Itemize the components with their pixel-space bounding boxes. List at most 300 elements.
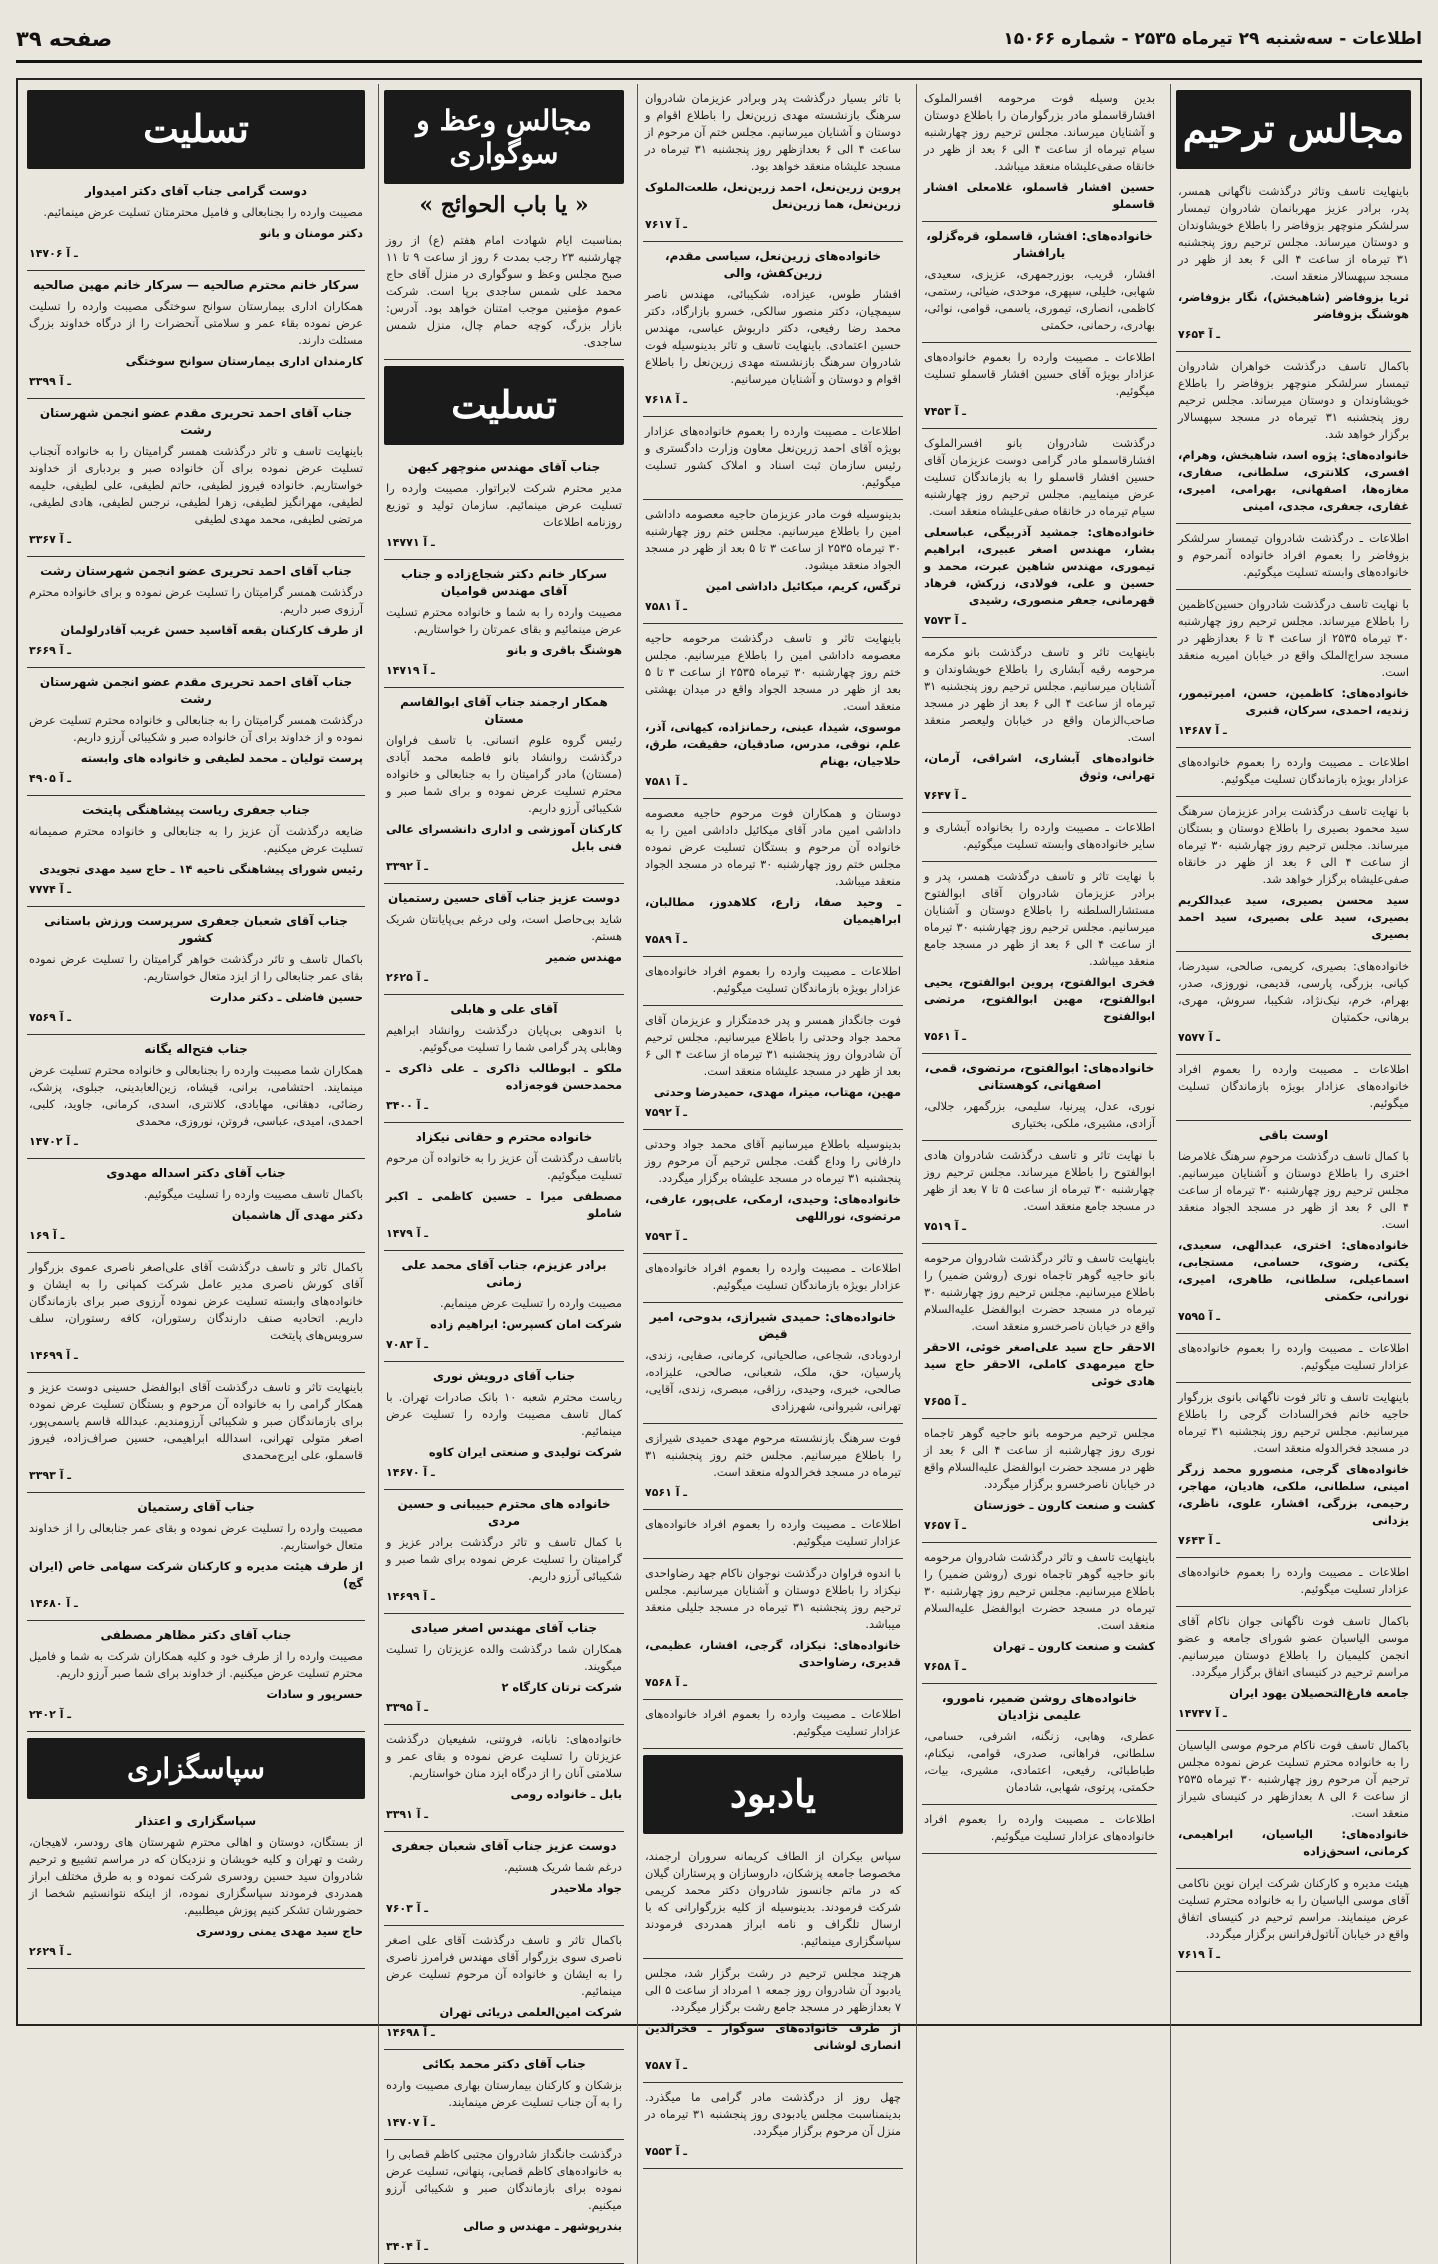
notice xyxy=(27,271,365,399)
notice-signature: کارکنان آموزشی و اداری دانشسرای عالی فنی بابل xyxy=(386,822,622,853)
notice-signature: رئیس شورای پیشاهنگی ناحیه ۱۴ ـ حاج سید مهدی تجویدی xyxy=(39,862,363,876)
notice-code: ۱۴۶۹۹ ـ آ xyxy=(29,1349,78,1362)
notice-signature: دکتر مهدی آل هاشمیان xyxy=(231,1208,363,1222)
notice-code: ۱۴۷۹ ـ آ xyxy=(386,1227,429,1240)
notice-code: ۳۳۹۹ ـ آ xyxy=(29,375,72,388)
notice-body: مصیبت وارده را به شما و خانواده محترم تسلیت عرض مینمائیم و بقای عمرتان را خواستاریم. xyxy=(386,605,622,636)
notice-body: باکمال تاسف و تاثر درگذشت خواهر گرامیتان را تسلیت عرض نموده بقای عمر جنابعالی را از ایزد متعال خواستاریم. xyxy=(29,952,363,983)
notice-body: اطلاعات ـ مصیبت وارده را بعموم افراد خانواده‌های عزادار تسلیت میگوئیم. xyxy=(645,1517,901,1548)
notice xyxy=(27,1253,365,1373)
notice-title: آقای علی و هابلی xyxy=(450,1002,558,1016)
notice xyxy=(1176,177,1411,352)
notice-body: عطری، وهابی، زنگنه، اشرفی، حسامی، سلطانی، فراهانی، صدری، قوامی، نیکنام، طباطبائی، رفیعی، اعتمادی، مشیری، بیات، حکمتی، پرتوی، شهابی، شادمان xyxy=(924,1729,1155,1794)
notice xyxy=(27,1493,365,1621)
notice-body: باکمال تاثر و تاسف درگذشت آقای علی اصغر ناصری سوی بزرگوار آقای مهندس فرامرز ناصری را به ایشان و خانواده آن مرحوم تسلیت عرض مینمائیم. xyxy=(386,1933,622,1998)
notice-code: ۷۶۴۷ ـ آ xyxy=(924,789,967,802)
notice xyxy=(27,907,365,1035)
notice-title: خانواده های محترم حبیبانی و حسین مردی xyxy=(397,1497,611,1528)
notice-body: باکمال تاسف فوت ناکام مرحوم موسی الیاسیان را به خانواده محترم تسلیت عرض نموده مجلس ترحیم آن مرحوم روز چهارشنبه ۳۰ تیرماه ۲۵۳۵ از ساعت ۶ الی ۸ بعدازظهر در کنیسای شیراز منعقد است. xyxy=(1178,1738,1410,1820)
notice-code: ۷۶۰۳ ـ آ xyxy=(386,1902,429,1915)
notice xyxy=(643,1130,903,1254)
notice xyxy=(1176,1121,1411,1334)
notice xyxy=(922,429,1157,638)
notice xyxy=(643,242,903,417)
notice-code: ۷۵۵۳ ـ آ xyxy=(645,2145,688,2158)
notice-signature: ثریا بزوفاضر (شاهبخش)، نگار بزوفاضر، هوشنگ بزوفاضر xyxy=(1178,290,1409,321)
notice-body: باکمال تاسف درگذشت خواهران شادروان تیمسار سرلشکر منوچهر بزوفاضر را باطلاع خویشاوندان و دوستان میرساند. مجلس ترحیم روز پنجشنبه ۳۱ تیرماه در مسجد سپهسالار برگزار خواهد شد. xyxy=(1178,359,1409,441)
notice-body: با نهایت تاثر و تاسف درگذشت همسر، پدر و برادر عزیزمان شادروان آقای ابوالفتوح مستشارالسلطنه را باطلاع دوستان و آشنایان میرسانیم. مجلس ترحیم روز چهارشنبه ۳۰ تیرماه از ساعت ۴ الی ۶ بعد از ظهر در مسجد جامع منعقد میباشد. xyxy=(924,869,1156,968)
notice xyxy=(384,2140,624,2264)
notice-code: ۷۵۶۱ ـ آ xyxy=(645,1486,688,1499)
notice-code: ۱۴۷۷۱ ـ آ xyxy=(386,536,435,549)
notice-signature: پروین زرین‌نعل، احمد زرین‌نعل، طلعت‌الملوک زرین‌نعل، هما زرین‌نعل xyxy=(645,180,901,211)
notice xyxy=(384,1926,624,2050)
notice-body: مجلس ترحیم مرحومه بانو حاجیه گوهر تاجماه نوری روز چهارشنبه از ساعت ۴ الی ۶ بعد از ظهر در مسجد حضرت ابوالفضل علیه‌السلام واقع در خیابان ناصرخسرو برگزار میگردد. xyxy=(924,1426,1155,1491)
notice-signature: شرکت تولیدی و صنعتی ایران کاوه xyxy=(428,1445,622,1459)
notice xyxy=(384,1832,624,1926)
notice-body: بدین وسیله فوت مرحومه افسرالملوک افشارقاسملو مادر بزرگوارمان را باطلاع دوستان و آشنایان میرساند. مجلس ترحیم روز چهارشنبه سیام تیرماه از ساعت ۴ الی ۶ بعد از ظهر در خانقاه صفی‌علیشاه منعقد میباشد. xyxy=(924,91,1155,173)
notice xyxy=(922,1805,1157,1854)
notice xyxy=(643,417,903,500)
notice xyxy=(27,668,365,796)
notice-body: بدینوسیله فوت مادر عزیزمان حاجیه معصومه داداشی امین را باطلاع میرسانیم. مجلس ختم روز چهارشنبه ۳۰ تیرماه ۲۵۳۵ از ساعت ۳ تا ۵ بعد از ظهر در مسجد الجواد منعقد میشود. xyxy=(645,507,901,572)
notice-title: برادر عزیزم، جناب آقای محمد علی زمانی xyxy=(401,1258,607,1289)
notice-signature: مصطفی میرا ـ حسین کاظمی ـ اکبر شاملو xyxy=(386,1189,622,1220)
notice-title: جناب آقای دکتر محمد بکائی xyxy=(422,2057,586,2071)
notice xyxy=(27,557,365,668)
notice-signature: شرکت امان کسپرس: ابراهیم زاده xyxy=(430,1317,622,1331)
notice-body: درگذشت همسر گرامیتان را تسلیت عرض نموده و برای خانواده محترم آرزوی صبر داریم. xyxy=(29,585,363,616)
notice xyxy=(27,796,365,907)
notice-title: جناب آقای رستمیان xyxy=(137,1500,255,1514)
notice xyxy=(1176,1383,1411,1558)
notice-code: ۷۵۹۲ ـ آ xyxy=(645,1106,688,1119)
notice xyxy=(1176,1334,1411,1383)
notice xyxy=(384,688,624,884)
notice-code: ۷۵۸۹ ـ آ xyxy=(645,933,688,946)
notice-signature: خانواده‌های آبشاری، اشراقی، آرمان، تهرانی، وثوق xyxy=(924,751,1155,782)
notice xyxy=(922,1543,1157,1684)
notice-code: ۷۶۱۸ ـ آ xyxy=(645,393,688,406)
columns-frame xyxy=(16,78,1422,2253)
sermon-notice xyxy=(384,226,624,360)
notice xyxy=(1176,748,1411,797)
notice-signature: از طرف هیئت مدیره و کارکنان شرکت سهامی خاص (ایران گچ) xyxy=(29,1559,363,1590)
notice-code: ۷۰۸۳ ـ آ xyxy=(386,1338,429,1351)
notice-code: ۱۴۶۹۹ ـ آ xyxy=(386,1590,435,1603)
notice-body: باینهایت تاثر و تاسف درگذشت مرحومه حاجیه معصومه داداشی امین را باطلاع میرسانیم. مجلس ختم روز چهارشنبه ۳۰ تیرماه ۲۵۳۵ از ساعت ۳ تا ۵ بعد از ظهر در مسجد الجواد واقع در میدان بهشتی منعقد است. xyxy=(645,631,901,713)
notice-code: ۳۶۶۹ ـ آ xyxy=(29,644,72,657)
notice-code: ۷۵۶۸ ـ آ xyxy=(645,1676,688,1689)
notice-body: بزشکان و کارکنان بیمارستان بهاری مصیبت وارده را به آن جناب تسلیت عرض مینمایند. xyxy=(386,2078,622,2109)
notice-body: باتاسف درگذشت آن عزیز را به خانواده آن مرحوم تسلیت میگوئیم. xyxy=(386,1151,622,1182)
notice-code: ۷۵۶۱ ـ آ xyxy=(924,1030,967,1043)
notice-signature: الاحقر حاج سید علی‌اصغر خوئی، الاحقر حاج میرمهدی کاملی، الاحقر حاج سید هادی خوئی xyxy=(924,1340,1155,1388)
notice xyxy=(643,1559,903,1700)
notice xyxy=(643,799,903,957)
notice-body: باینهایت تاسف وتاثر درگذشت ناگهانی همسر، پدر، برادر عزیز مهربانمان شادروان تیمسار سرلشکر منوچهر بزوفاضر را باطلاع خویشاوندان و دوستان میرساند. مجلس ترحیم روز پنجشنبه ۳۱ تیرماه از ساعت ۴ الی ۶ بعد از ظهر در مسجد سپهسالار منعقد است. xyxy=(1178,184,1410,283)
notice-body: باکمال تاسف مصیبت وارده را تسلیت میگوئیم. xyxy=(143,1187,363,1201)
notice-signature: جامعه فارغ‌التحصیلان یهود ایران xyxy=(1229,1686,1409,1700)
notice-body: اطلاعات ـ مصیبت وارده را بعموم افراد خانواده‌های عزادار بویژه بازماندگان تسلیت میگوئیم. xyxy=(645,1261,901,1292)
notice-signature: کارمندان اداری بیمارستان سوانح سوختگی xyxy=(125,354,363,368)
notice-body: باکمال تاسف فوت ناگهانی جوان ناکام آقای موسی الیاسیان عضو شورای جامعه و عضو انجمن کلیمیان را باطلاع دوستان میرسانیم. مراسم ترحیم در کنیسای اتفاق برگزار میگردد. xyxy=(1178,1614,1409,1679)
sermon-quote: « یا باب الحوائج » xyxy=(419,192,589,218)
notice-body: همکاران شما درگذشت والده عزیزتان را تسلیت میگویند. xyxy=(386,1642,622,1673)
notice-code: ۱۴۶۸۰ ـ آ xyxy=(29,1597,78,1610)
notice-code: ۷۵۱۹ ـ آ xyxy=(924,1220,967,1233)
notice-body: اطلاعات ـ مصیبت وارده را بعموم افراد خانواده‌های عزادار تسلیت میگوئیم. xyxy=(645,1707,901,1738)
notice-code: ۷۴۵۳ ـ آ xyxy=(924,405,967,418)
notice-body: درگذشت جانگداز شادروان مجتبی کاظم قصابی را به خانواده‌های کاظم قصابی، پنهانی، تسلیت عرض نموده برای بازماندگان صبر و شکیبائی آرزو میکنیم. xyxy=(386,2147,622,2212)
notice-code: ۳۳۹۳ ـ آ xyxy=(29,1469,72,1482)
notice-code: ۷۶۴۳ ـ آ xyxy=(1178,1534,1221,1547)
notice xyxy=(922,862,1157,1054)
notice-code: ۳۴۰۴ ـ آ xyxy=(386,2240,429,2253)
notice xyxy=(643,1842,903,1959)
notice xyxy=(643,957,903,1006)
notice xyxy=(643,1700,903,1749)
notice-body: هیئت مدیره و کارکنان شرکت ایران نوین ناکامی آقای موسی الیاسیان را به خانواده محترم تسلیت عرض مینمایند. مراسم ترحیم در کنیسای اتفاق واقع در خیابان آناتول‌فرانس برگزار میگردد. xyxy=(1178,1876,1409,1941)
notice-code: ۲۴۰۲ ـ آ xyxy=(29,1708,72,1721)
notice-body: اطلاعات ـ مصیبت وارده را بعموم خانواده‌های عزادار تسلیت میگوئیم. xyxy=(1178,1341,1409,1372)
section-heading-thanks: سپاسگزاری xyxy=(27,1738,365,1799)
notice-body: با نهایت تاسف درگذشت برادر عزیزمان سرهنگ سید محمود بصیری را باطلاع دوستان و بستگان میرساند. مجلس ترحیم روز چهارشنبه ۳۰ تیرماه از ساعت ۴ الی ۶ بعد از ظهر در خانقاه صفی‌علیشاه برگزار خواهد شد. xyxy=(1178,804,1409,886)
notice-title: جناب آقای مهندس منوچهر کیهن xyxy=(407,460,601,474)
notice-code: ۳۳۹۱ ـ آ xyxy=(386,1808,429,1821)
column-left xyxy=(22,84,370,2264)
notice-signature: شرکت ترتان کارگاه ۲ xyxy=(501,1680,622,1694)
notice-body: اطلاعات ـ درگذشت شادروان تیمسار سرلشکر بزوفاضر را بعموم افراد خانواده آنمرحوم و خانواده‌های وابسته تسلیت میگوئیم. xyxy=(1178,531,1409,579)
notice-signature: مهندس ضمیر xyxy=(546,950,622,964)
notice-body: درگذشت شادروان بانو افسرالملوک افشارقاسملو مادر گرامی دوست عزیزمان آقای حسین افشار قاسملو را به بازماندگان تسلیت عرض مینماییم. مجلس ترحیم روز چهارشنبه سیام تیرماه در خانقاه صفی‌علیشاه منعقد است. xyxy=(924,436,1155,518)
notice-code: ۷۷۷۴ ـ آ xyxy=(29,883,72,896)
notice-title: خانواده‌های زرین‌نعل، سیاسی مقدم، زرین‌کفش، والی xyxy=(664,249,882,280)
notice-body: شاید بی‌حاصل است، ولی درغم بی‌پایانتان شریک هستم. xyxy=(386,912,622,943)
notice-body: سپاس بیکران از الطاف کریمانه سروران ارجمند، مخصوصا جامعه پزشکان، داروسازان و پرستاران گیلان که در ماتم جانسوز شادروان دکتر محمد کریمی شرکت فرمودند. بدینوسیله از کلیه بزرگوارانی که با ارسال تلگراف و نامه ابراز همدردی فرمودند سپاسگزاری مینمائیم. xyxy=(645,1849,901,1948)
notice xyxy=(922,1419,1157,1543)
notice xyxy=(643,1254,903,1303)
notice-code: ۷۵۹۳ ـ آ xyxy=(645,1230,688,1243)
notice-code: ۳۳۹۵ ـ آ xyxy=(386,1701,429,1714)
notice-body: اطلاعات ـ مصیبت وارده را بعموم خانواده‌های عزادار بویژه آقای حسین افشار قاسملو تسلیت میگوئیم. xyxy=(924,350,1155,398)
notice-title: جناب آقای دکتر اسداله مهدوی xyxy=(106,1166,286,1180)
notice-body: اطلاعات ـ مصیبت وارده را بعموم افراد خانواده‌های عزادار بویژه بازماندگان تسلیت میگوئیم. xyxy=(645,964,901,995)
notice-body: درگذشت همسر گرامیتان را به جنابعالی و خانواده محترم تسلیت عرض نموده و از خداوند برای آن خانواده صبر و شکیبائی آرزو داریم. xyxy=(29,713,363,744)
notice xyxy=(384,560,624,688)
section-heading-condolence-2: تسلیت xyxy=(384,366,624,445)
page-number: صفحه ۳۹ xyxy=(16,27,113,51)
notice-title: خانواده‌های: حمیدی شیرازی، بدوحی، امیر قیض xyxy=(649,1310,897,1341)
notice-body: نوری، عدل، پیرنیا، سلیمی، بزرگمهر، جلالی، آزادی، مشیری، ملکی، بختیاری xyxy=(924,1099,1155,1130)
notice xyxy=(27,1035,365,1159)
notice-title: سرکار خانم دکتر شجاع‌زاده و جناب آقای مهندس قوامیان xyxy=(400,567,608,598)
notice-title: جناب جعفری ریاست پیشاهنگی پایتخت xyxy=(82,803,310,817)
notice-signature: حاج سید مهدی یمنی رودسری xyxy=(196,1924,363,1938)
notice-code: ۳۳۹۲ ـ آ xyxy=(386,860,429,873)
notice-code: ۱۴۶۷۰ ـ آ xyxy=(386,1466,435,1479)
notice-signature: فخری ابوالفتوح، پروین ابوالفتوح، یحیی ابوالفتوح، مهین ابوالفتوح، مرتضی ابوالفتوح xyxy=(924,975,1155,1023)
notice-signature: خانواده‌های: وحیدی، ارمکی، علی‌پور، عارفی، مرتضوی، نوراللهی xyxy=(645,1192,901,1223)
notice-body: ریاست محترم شعبه ۱۰ بانک صادرات تهران. با کمال تاسف مصیبت وارده را تسلیت عرض مینمائیم. xyxy=(386,1390,623,1438)
notice-signature: حسرپور و سادات xyxy=(266,1687,363,1701)
notice-body: دوستان و همکاران فوت مرحوم حاجیه معصومه داداشی امین مادر آقای میکائیل داداشی امین را به خانواده آن مرحوم و بستگان تسلیت عرض نموده مجلس ختم روز چهارشنبه ۳۰ تیرماه در مسجد الجواد منعقد میباشد. xyxy=(645,806,901,888)
notice-code: ۷۶۵۴ ـ آ xyxy=(1178,328,1221,341)
notice-signature: هوشنگ باقری و بانو xyxy=(506,643,622,657)
notice-body: باینهایت تاثر و تاسف درگذشت آقای ابوالفضل حسینی دوست عزیز و همکار گرامی را به خانواده آن مرحوم و بستگان تسلیت عرض نموده برای بازماندگان صبر و شکیبائی آرزومندیم. عبدالله قاسم یاسمی‌پور، اصغر متولی تهرانی، اسدالله ابراهیمی، حسین صراف‌زاده، فیروز قاسملو، علی ایرج‌محمدی xyxy=(29,1380,363,1462)
notice-code: ۷۵۶۹ ـ آ xyxy=(29,1011,72,1024)
notice-body: هرچند مجلس ترحیم در رشت برگزار شد، مجلس یادبود آن شادروان روز جمعه ۱ امرداد از ساعت ۵ الی ۷ بعدازظهر در مسجد جامع رشت برگزار میگردد. xyxy=(645,1966,901,2014)
section-heading-tarhim: مجالس ترحیم xyxy=(1176,90,1411,169)
notice-body: باینهایت تاسف و تاثر فوت ناگهانی بانوی بزرگوار حاجیه خانم فخرالسادات گرجی را باطلاع میرسانیم. مجلس ترحیم روز پنجشنبه ۳۱ تیرماه در مسجد فخرالدوله منعقد است. xyxy=(1178,1390,1409,1455)
notice-body: با تاثر بسیار درگذشت پدر وبرادر عزیزمان شادروان سرهنگ بازنشسته مهدی زرین‌نعل را باطلاع اقوام و دوستان و آشنایان میرسانیم. مجلس ختم آن مرحوم از ساعت ۴ الی ۶ بعدازظهر روز پنجشنبه ۳۱ تیرماه در مسجد علیشاه منعقد خواهد بود. xyxy=(645,91,901,173)
notice-code: ۷۵۸۱ ـ آ xyxy=(645,600,688,613)
notice-body: با اندوهی بی‌پایان درگذشت روانشاد ابراهیم وهابلی پدر گرامی شما را تسلیت می‌گوئیم. xyxy=(386,1023,622,1054)
notice-body: با نهایت تاسف درگذشت شادروان حسین‌کاظمین را باطلاع میرساند. مجلس ترحیم روز چهارشنبه ۳۰ تیرماه ۲۵۳۵ از ساعت ۴ تا ۶ بعدازظهر در مسجد سراج‌الملک واقع در خیابان امیریه منعقد است. xyxy=(1178,597,1409,679)
notice-body: درغم شما شریک هستیم. xyxy=(503,1860,622,1874)
section-heading-memorial: یادبود xyxy=(643,1755,903,1834)
notice xyxy=(922,222,1157,343)
notice-code: ۲۶۲۵ ـ آ xyxy=(386,971,429,984)
notice-signature: بندرپوشهر ـ مهندس و صالی xyxy=(463,2219,622,2233)
notice-body: باینهایت تاثر و تاسف درگذشت بانو مکرمه مرحومه رقیه آبشاری را باطلاع خویشاوندان و آشنایان میرسانیم. مجلس ترحیم روز پنجشنبه ۳۱ تیرماه از ساعت ۴ الی ۶ بعد از ظهر در مسجد صاحب‌الزمان واقع در خیابان ولیعصر منعقد است. xyxy=(924,645,1155,744)
notice-signature: جواد ملاحیدر xyxy=(551,1881,622,1895)
notice xyxy=(27,1621,365,1732)
column-4 xyxy=(916,84,1162,2264)
notice xyxy=(922,638,1157,813)
notice-title: خانواده محترم و حقانی نیکزاد xyxy=(415,1130,593,1144)
notice-title: همکار ارجمند جناب آقای ابوالقاسم مستان xyxy=(400,695,608,726)
notice-code: ۱۴۷۰۷ ـ آ xyxy=(386,2116,435,2129)
notice-code: ۴۹۰۵ ـ آ xyxy=(29,772,72,785)
notice xyxy=(922,1684,1157,1805)
notice xyxy=(384,1251,624,1362)
notice-body: رئیس گروه علوم انسانی. با تاسف فراوان درگذشت روانشاد بانو فاطمه محمد آبادی (مستان) مادر گرامیتان را به جنابعالی و خانواده محترم تسلیت عرض نموده و برای شما صبر و شکیبائی آرزو داریم. xyxy=(386,733,622,815)
notice xyxy=(922,84,1157,222)
notice-title: جناب آقای احمد تحریری مقدم عضو انجمن شهرستان رشت xyxy=(39,406,353,437)
notice xyxy=(643,1424,903,1510)
notice-body: فوت سرهنگ بازنشسته مرحوم مهدی حمیدی شیرازی را باطلاع میرسانیم. مجلس ختم روز پنجشنبه ۳۱ تیرماه در مسجد فخرالدوله منعقد است. xyxy=(645,1431,901,1479)
notice-signature: خانواده‌های: اختری، عبدالهی، سعیدی، یکتی، رضوی، حسامی، مستجابی، اسماعیلی، سلطانی، طاهری، امیری، نورانی، حکمتی xyxy=(1178,1238,1409,1303)
notice-title: دوست گرامی جناب آقای دکتر امیدوار xyxy=(84,184,308,198)
notice-title: خانواده‌های: ابوالفتوح، مرتضوی، قمی، اصفهانی، کوهستانی xyxy=(924,1061,1155,1092)
notice-body: با کمال تاسف و تاثر درگذشت برادر عزیز و گرامیتان را تسلیت عرض نموده برای شما صبر و شکیبائی آرزو داریم. xyxy=(386,1535,622,1583)
notice-code: ۳۴۰۰ ـ آ xyxy=(386,1099,429,1112)
notice-body: مصیبت وارده را از طرف خود و کلیه همکاران شرکت به شما و فامیل محترم تسلیت عرض میکنیم. از خداوند برای شما صبر آرزو داریم. xyxy=(29,1649,363,1680)
notice-signature: از طرف خانواده‌های سوگوار ـ فخرالدین انصاری لوشانی xyxy=(645,2021,901,2052)
notice-body: با اندوه فراوان درگذشت نوجوان ناکام جهد رضاواحدی نیکزاد را باطلاع دوستان و آشنایان میرسانیم. مجلس ترحیم روز پنجشنبه ۳۱ تیرماه در مسجد جلیلی منعقد میباشد. xyxy=(645,1566,902,1631)
notice xyxy=(922,1244,1157,1419)
notice-signature: حسین فاضلی ـ دکتر مدارت xyxy=(209,990,363,1004)
notice-body: مصیبت وارده را بجنابعالی و فامیل محترمتان تسلیت عرض مینمائیم. xyxy=(43,205,363,219)
notice xyxy=(384,1614,624,1725)
notice-body: بدینوسیله باطلاع میرسانیم آقای محمد جواد وحدتی دارفانی را وداع گفت. مجلس ترحیم آن مرحوم روز پنجشنبه ۳۱ تیرماه در مسجد علیشاه برگزار میگردد. xyxy=(645,1137,901,1185)
notice-signature: خانواده‌های گرجی، منصورو محمد زرگر امینی، سلطانی، ملکی، هادیان، مهاجر، رحیمی، بزرگی، افشار، علوی، ناظری، یزدانی xyxy=(1178,1462,1409,1527)
notice-title: جناب آقای احمد تحریری مقدم عضو انجمن شهرستان رشت xyxy=(39,675,353,706)
notice-title: خانواده‌های: افشار، قاسملو، قره‌گزلو، یارافشار xyxy=(926,229,1153,260)
notice-body: مصیبت وارده را تسلیت عرض مینمایم. xyxy=(440,1296,622,1310)
notice xyxy=(922,1054,1157,1141)
notice-title: جناب آقای مهندس اصغر صیادی xyxy=(410,1621,598,1635)
notice-code: ۱۴۶۸۷ ـ آ xyxy=(1178,724,1227,737)
notice xyxy=(1176,1731,1411,1869)
notice-title: سپاسگزاری و اعتذار xyxy=(135,1814,257,1828)
notice xyxy=(384,453,624,560)
column-right xyxy=(1170,84,1416,2264)
notice-body: همکاران اداری بیمارستان سوانح سوختگی مصیبت وارده را تسلیت عرض نموده بقاء عمر و سلامتی آنحضرات را از درگاه خداوند بزرگ مسئلت دارند. xyxy=(29,299,363,347)
notice xyxy=(1176,590,1411,748)
notice-body: اطلاعات ـ مصیبت وارده را بعموم خانواده‌های عزادار بویژه آقای احمد زرین‌نعل معاون وزارت دادگستری و رئیس سازمان ثبت اسناد و املاک کشور تسلیت میگوئیم. xyxy=(645,424,901,489)
notice xyxy=(384,1490,624,1614)
notice xyxy=(643,1303,903,1424)
notice-body: باینهایت تاسف و تاثر درگذشت شادروان مرحومه بانو حاجیه گوهر تاجماه نوری (روشن ضمیر) را باطلاع میرسانیم. مجلس ترحیم روز چهارشنبه ۳۰ تیرماه در مسجد حضرت ابوالفضل علیه‌السلام واقع در خیابان ناصرخسرو منعقد است. xyxy=(924,1251,1155,1333)
notice-title: اوست باقی xyxy=(1258,1128,1329,1142)
notice-title: جناب آقای دکتر مظاهر مصطفی xyxy=(100,1628,292,1642)
notice-body: ضایعه درگذشت آن عزیز را به جنابعالی و خانواده محترم صمیمانه تسلیت عرض میکنیم. xyxy=(29,824,363,855)
notice xyxy=(1176,1607,1411,1731)
notice-code: ۱۴۷۰۲ ـ آ xyxy=(29,1135,78,1148)
notice xyxy=(1176,1869,1411,1972)
notice xyxy=(922,343,1157,429)
notice-signature: ملکو ـ ابوطالب ذاکری ـ علی ذاکری ـ محمدحسن فوجه‌زاده xyxy=(386,1061,622,1092)
notice-body: افشار طوس، عیزاده، شکیبائی، مهندس ناصر سیمچیان، دکتر منصور سالکی، خسرو بازارگاد، دکتر محمد رضا رفیعی، دکتر داریوش عباسی، مهندس حسین اعتمادی. باینهایت تاسف و تاثر بدینوسیله فوت شادروان سرهنگ بازنشسته مهدی زرین‌نعل را باطلاع اقوام و دوستان و آشنایان میرسانیم. xyxy=(645,287,901,386)
notice-title: جناب آقای احمد تحریری عضو انجمن شهرستان رشت xyxy=(40,564,352,578)
notice-signature: خانواده‌های: نیکزاد، گرجی، افشار، عظیمی، قدیری، رضاواحدی xyxy=(645,1638,901,1669)
notice-body: با کمال تاسف درگذشت مرحوم سرهنگ غلامرضا اختری را باطلاع دوستان و آشنایان میرسانیم. مجلس ترحیم روز چهارشنبه ۳۰ تیرماه از ساعت ۴ الی ۶ بعد از ظهر در مسجد الجواد منعقد است. xyxy=(1178,1149,1409,1231)
notice xyxy=(922,813,1157,862)
notice xyxy=(384,995,624,1123)
notice-code: ۷۵۹۵ ـ آ xyxy=(1178,1310,1221,1323)
notice xyxy=(1176,1055,1411,1121)
notice-body: چهل روز از درگذشت مادر گرامی ما میگذرد. بدینمناسبت مجلس یادبودی روز پنجشنبه ۳۱ تیرماه در منزل آن مرحوم برگزار میگردد. xyxy=(645,2090,901,2138)
notice xyxy=(643,500,903,624)
notice-signature: از طرف کارکنان بقعه آقاسید حسن غریب آقادرلولمان xyxy=(60,623,363,637)
notice xyxy=(643,1510,903,1559)
notice-title: دوست عزیز جناب آقای شعبان جعفری xyxy=(391,1839,617,1853)
notice-body: مدیر محترم شرکت لابراتوار. مصیبت وارده را تسلیت عرض مینمائیم. سازمان تولید و توزیع روزنامه اطلاعات xyxy=(386,481,622,529)
notice-title: دوست عزیز جناب آقای حسین رستمیان xyxy=(387,891,621,905)
notice-signature: سید محسن بصیری، سید عبدالکریم بصیری، سید علی بصیری، سید احمد بصیری xyxy=(1178,893,1409,941)
notice-body: خانواده‌های: بصیری، کریمی، صالحی، سیدرضا، کیانی، بزرگی، پارسی، قدیمی، نوروزی، صدر، بهرام، خرم، نیک‌نژاد، شکیبا، سروش، مهری، برهانی، حکمتیان xyxy=(1178,959,1409,1024)
notice-code: ۱۴۷۱۹ ـ آ xyxy=(386,664,435,677)
notice-body: باکمال تاثر و تاسف درگذشت آقای علی‌اصغر ناصری عموی بزرگوار آقای کورش ناصری مدیر عامل شرکت کمپانی را به ایشان و خانواده‌های وابسته تسلیت عرض نموده آرزوی صبر برای بازماندگان داریم. اتحادیه صنف دارندگان رستوران، کافه رستوران، سلف سرویس‌های پایتخت xyxy=(29,1260,363,1342)
notice-signature: کشت و صنعت کارون ـ خوزستان xyxy=(973,1498,1155,1512)
notice xyxy=(1176,524,1411,590)
notice-signature: خانواده‌های: الیاسیان، ابراهیمی، کرمانی، اسحق‌زاده xyxy=(1178,1827,1409,1858)
notice-body: خانواده‌های: نابانه، فروتنی، شفیعیان درگذشت عزیزتان را تسلیت عرض نموده و بقای عمر و سلامتی آنان را از درگاه ایزد منان خواستاریم. xyxy=(386,1732,622,1780)
sermon-body: بمناسبت ایام شهادت امام هفتم (ع) از روز چهارشنبه ۲۳ رجب بمدت ۶ روز از ساعت ۹ تا ۱۱ صبح مجلس وعظ و سوگواری در منزل آقای حاج محمد علی شمس ساجدی برپا است. شرکت عموم مؤمنین موجب امتنان خواهد بود. آدرس: بازار بزرگ، کوچه حمام چال، منزل شمس ساجدی. xyxy=(386,233,622,349)
notice-code: ۳۳۶۷ ـ آ xyxy=(29,533,72,546)
notice-title: سرکار خانم محترم صالحیه — سرکار خانم مهین صالحیه xyxy=(32,278,360,292)
notice-title: جناب آقای شعبان جعفری سرپرست ورزش باستانی کشور xyxy=(44,914,348,945)
notice-signature: کشت و صنعت کارون ـ تهران xyxy=(993,1639,1155,1653)
notice-body: افشار، قریب، بوزرجمهری، عزیزی، سعیدی، شهابی، خلیلی، سپهری، موحدی، ضیائی، رستمی، کاظمی، انصاری، تیموری، یاسمی، قوامی، نوائی، بهادری، رحمانی، حکمتی xyxy=(924,267,1155,332)
notice xyxy=(384,1725,624,1832)
notice xyxy=(27,1373,365,1493)
notice xyxy=(27,177,365,271)
notice xyxy=(643,2083,903,2169)
notice-code: ۷۶۱۷ ـ آ xyxy=(645,218,688,231)
notice-signature: ـ وحید صفا، زارع، کلاهدوز، مطالبان، ابراهیمیان xyxy=(645,895,901,926)
notice-code: ۱۴۶۹۸ ـ آ xyxy=(386,2026,435,2039)
section-heading-condolence: تسلیت xyxy=(27,90,365,169)
notice-body: اطلاعات ـ مصیبت وارده را بخانواده آبشاری و سایر خانواده‌های وابسته تسلیت میگوئیم. xyxy=(924,820,1155,851)
masthead: اطلاعات - سه‌شنبه ۲۹ تیرماه ۲۵۳۵ - شماره ۱۵۰۶۶ xyxy=(1003,29,1422,49)
notice xyxy=(1176,797,1411,952)
notice-body: باینهایت تاسف و تاثر درگذشت شادروان مرحومه بانو حاجیه گوهر تاجماه نوری (روشن ضمیر) را باطلاع میرسانیم. مجلس ترحیم روز چهارشنبه ۳۰ تیرماه در مسجد حضرت ابوالفضل علیه‌السلام منعقد است. xyxy=(924,1550,1155,1632)
notice xyxy=(643,1959,903,2083)
notice-code: ۷۶۵۵ ـ آ xyxy=(924,1395,967,1408)
section-heading-sermons: مجالس وعظ و سوگواری xyxy=(384,90,624,184)
notice-code: ۱۴۷۰۶ ـ آ xyxy=(29,247,78,260)
notice xyxy=(27,399,365,557)
notice-code: ۷۶۱۹ ـ آ xyxy=(1178,1948,1221,1961)
column-3 xyxy=(637,84,908,2264)
notice xyxy=(27,1159,365,1253)
notice-signature: شرکت امین‌العلمی دریائی تهران xyxy=(439,2005,622,2019)
notice xyxy=(384,1362,624,1490)
notice-signature: خانواده‌های: جمشید آذربیگی، عباسعلی بشار، مهندس اصغر عبیری، ابراهیم تیموری، مهندس شاهین عبرت، محمد و حسین و علی، فولادی، زرکش، فرهاد قهرمانی، جعفر منصوری، رشیدی xyxy=(924,525,1155,607)
notice-signature: ترگس، کریم، میکائیل داداشی امین xyxy=(705,579,901,593)
notice-code: ۱۶۹ ـ آ xyxy=(29,1229,65,1242)
notice xyxy=(1176,952,1411,1055)
notice-code: ۷۶۵۷ ـ آ xyxy=(924,1519,967,1532)
notice-code: ۷۵۷۷ ـ آ xyxy=(1178,1031,1221,1044)
notice-signature: پرست تولیان ـ محمد لطیفی و خانواده های وابسته xyxy=(80,751,363,765)
notice-body: باینهایت تاسف و تاثر درگذشت همسر گرامیتان را به خانواده آنجناب تسلیت عرض نموده برای آن خانواده صبر و بردباری از خداوند خواستاریم. خانواده فیروز لطیفی، حاتم لطیفی، علی لطیفی، حلیمه لطیفی، مهرانگیز لطیفی، زهرا لطیفی، نرجس لطیفی، هادی لطیفی، مرتضی لطیفی، محمد مهدی لطیفی xyxy=(29,444,363,526)
notice-signature: بابل ـ خانواده رومی xyxy=(510,1787,622,1801)
notice xyxy=(384,2050,624,2140)
notice-title: خانواده‌های روشن ضمیر، نامورو، علیمی نژادیان xyxy=(941,1691,1138,1722)
notice-body: همکاران شما مصیبت وارده را بجنابعالی و خانواده محترم تسلیت عرض مینمایند. احتشامی، برانی، قیشاه، زین‌العابدینی، جبلوی، پزشک، رضائی، دهقانی، مهابادی، کلانتری، اسدی، کرمانی، جاوید، کلبی، احمدی، امیدی، عباسی، فروتن، نوروزی، محمدی xyxy=(29,1063,363,1128)
notice-title: جناب آقای درویش نوری xyxy=(432,1369,576,1383)
notice-body: اطلاعات ـ مصیبت وارده را بعموم افراد خانواده‌های عزادار تسلیت میگوئیم. xyxy=(924,1812,1155,1843)
column-2 xyxy=(378,84,629,2264)
notice-body: اطلاعات ـ مصیبت وارده را بعموم خانواده‌های عزادار بویژه بازماندگان تسلیت میگوئیم. xyxy=(1178,755,1409,786)
notice-code: ۷۵۷۳ ـ آ xyxy=(924,614,967,627)
notice xyxy=(1176,352,1411,524)
notice-signature: موسوی، شیدا، عینی، رحمانزاده، کیهانی، آذر، علم، نوقی، مدرس، صادقیان، حقیقت، طرق، حلاجیان، بهنام xyxy=(645,720,901,768)
notice-body: با نهایت تاثر و تاسف درگذشت شادروان هادی ابوالفتوح را باطلاع میرساند. مجلس ترحیم روز چهارشنبه ۳۰ تیرماه از ساعت ۵ تا ۷ بعد از ظهر در مسجد جامع منعقد است. xyxy=(924,1148,1155,1213)
notice-code: ۷۶۵۸ ـ آ xyxy=(924,1660,967,1673)
notice-code: ۱۴۷۴۷ ـ آ xyxy=(1178,1707,1227,1720)
notice-body: فوت جانگداز همسر و پدر خدمتگزار و عزیزمان آقای محمد جواد وحدتی را باطلاع میرسانیم. مجلس ترحیم آن شادروان روز پنجشنبه ۳۱ تیرماه از ساعت ۴ الی ۶ بعد از ظهر در مسجد علیشاه منعقد است. xyxy=(645,1013,901,1078)
notice xyxy=(643,1006,903,1130)
thanks-notice xyxy=(27,1807,365,1969)
notice-signature: مهین، مهتاب، میترا، مهدی، حمیدرضا وحدتی xyxy=(653,1085,901,1099)
notice xyxy=(1176,1558,1411,1607)
notice xyxy=(643,624,903,799)
notice-code: ۲۶۲۹ ـ آ xyxy=(29,1945,72,1958)
page-header xyxy=(16,18,1422,63)
notice-signature: خانواده‌های: کاظمین، حسن، امیرتیمور، زندیه، احمدی، سرکان، قنبری xyxy=(1178,686,1409,717)
notice xyxy=(922,1141,1157,1244)
notice xyxy=(384,1123,624,1251)
notice-code: ۷۵۸۷ ـ آ xyxy=(645,2059,688,2072)
notice-body: از بستگان، دوستان و اهالی محترم شهرستان های رودسر، لاهیجان، رشت و تهران و کلیه خویشان و نزدیکان که در مراسم تشییع و ترحیم شادروان سید حسین رودسری شرکت نموده و به طرق مختلف ابراز همدردی فرمودند سپاسگزاری نموده، از اینکه نتوانستیم شخصا از حضورشان تشکر کنیم پوزش میطلبیم. xyxy=(29,1835,363,1917)
notice-body: مصیبت وارده را تسلیت عرض نموده و بقای عمر جنابعالی را از خداوند متعال خواستاریم. xyxy=(29,1521,363,1552)
notice-signature: حسین افشار قاسملو، غلامعلی افشار قاسملو xyxy=(924,180,1155,211)
notice xyxy=(384,884,624,995)
notice xyxy=(643,84,903,242)
notice-body: اردوبادی، شجاعی، صالحیانی، کرمانی، صفایی، زندی، پارسیان، حق، ملک، شعبانی، صالحی، علیزاده، صالحی، خبری، وحیدی، رزاقی، مبصری، زندی، آقایی، تهرانی، شیروانی، شهرزادی xyxy=(645,1348,901,1413)
notice-title: جناب فتح‌اله یگانه xyxy=(144,1042,248,1056)
notice-body: اطلاعات ـ مصیبت وارده را بعموم افراد خانواده‌های عزادار بویژه بازماندگان تسلیت میگوئیم. xyxy=(1178,1062,1409,1110)
notice-code: ۷۵۸۱ ـ آ xyxy=(645,775,688,788)
notice-signature: خانواده‌های: پژوه اسد، شاهبخش، وهرام، افسری، کلانتری، سلطانی، صفاری، مغازه‌ها، اصفهانی، بهرامی، امیری، غفاری، جعفری، مجدی، امینی xyxy=(1178,448,1409,513)
notice-signature: دکتر مومنان و بانو xyxy=(259,226,363,240)
notice-body: اطلاعات ـ مصیبت وارده را بعموم خانواده‌های عزادار تسلیت میگوئیم. xyxy=(1178,1565,1409,1596)
